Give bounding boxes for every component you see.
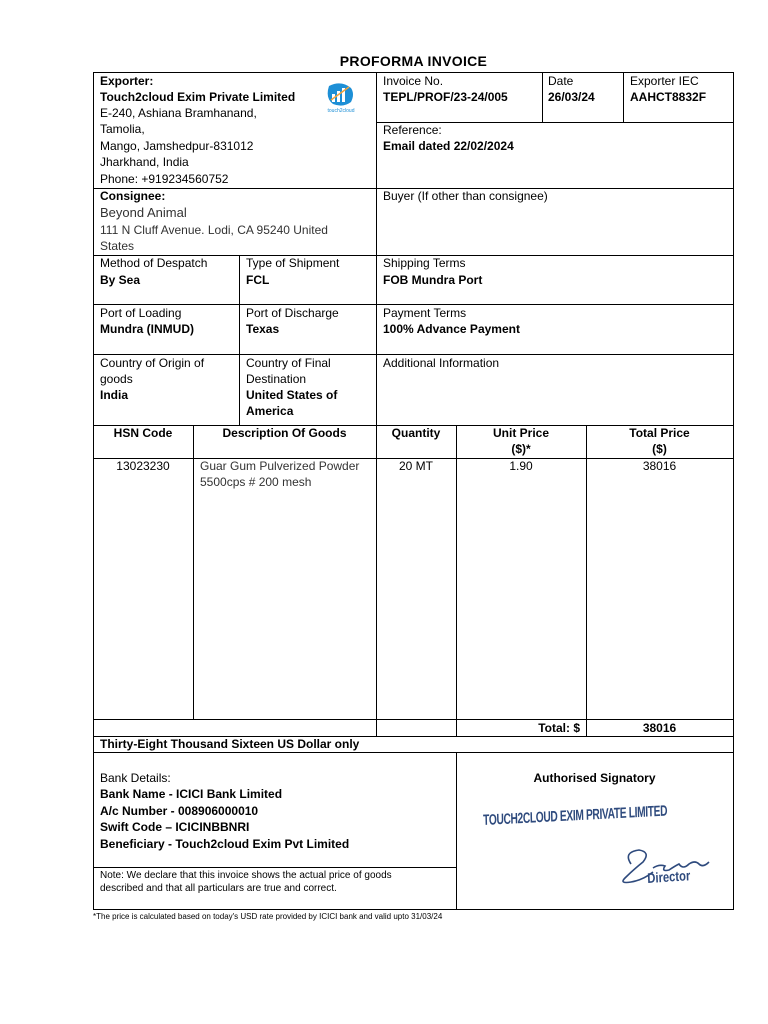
invoice-no-value: TEPL/PROF/23-24/005 [383,90,508,104]
invoice-no-label: Invoice No. [383,74,444,88]
table-header-description: Description Of Goods [222,426,347,440]
consignee-address-line: States [100,239,135,253]
table-header-total-price: ($) [652,442,667,456]
footnote: *The price is calculated based on today's USD rate provided by ICICI bank and valid upto 31/03/24 [93,912,443,921]
exporter-phone: Phone: +919234560752 [100,172,229,186]
date-value: 26/03/24 [548,90,595,104]
divider-date-left [542,72,543,122]
bank-swift: Swift Code – ICICINBBNRI [100,820,250,834]
method-of-despatch-value: By Sea [100,273,141,287]
bank-account: A/c Number - 008906000010 [100,804,259,818]
consignee-label: Consignee: [100,189,166,203]
country-of-destination-label: Country of Final [246,356,331,370]
type-of-shipment-label: Type of Shipment [246,256,340,270]
port-of-loading-value: Mundra (INMUD) [100,322,194,336]
table-cell-hsn: 13023230 [116,459,170,473]
border-bottom [93,909,734,910]
bank-beneficiary: Beneficiary - Touch2cloud Exim Pvt Limited [100,837,350,851]
total-value: 38016 [642,721,677,735]
table-header-total-price: Total Price [629,426,690,440]
company-logo [319,82,363,120]
country-of-destination-value: United States of [246,388,338,402]
exporter-address-line: Jharkhand, India [100,155,189,169]
table-header-quantity: Quantity [391,426,441,440]
table-cell-total-price: 38016 [642,459,677,473]
country-of-destination-value: America [246,404,294,418]
document-title: PROFORMA INVOICE [339,53,488,69]
port-of-loading-label: Port of Loading [100,306,182,320]
consignee-address-line: 111 N Cluff Avenue. Lodi, CA 95240 United [100,223,328,237]
country-of-origin-label: Country of Origin of [100,356,205,370]
divider-despatch-vertical [239,255,240,425]
table-cell-description: Guar Gum Pulverized Powder [200,459,360,473]
table-header-unit-price: ($)* [511,442,531,456]
declaration-note: Note: We declare that this invoice shows the actual price of goods [100,870,392,881]
divider-main-vertical [376,72,377,425]
invoice-frame [93,72,734,910]
reference-label: Reference: [383,123,442,137]
logo-text: touch2cloud [327,108,355,114]
declaration-note: described and that all particulars are true and correct. [100,883,337,894]
total-label: Total: $ [538,721,580,735]
exporter-address-line: Mango, Jamshedpur-831012 [100,139,254,153]
date-label: Date [548,74,574,88]
additional-info-label: Additional Information [383,356,500,370]
company-stamp [483,802,723,902]
buyer-label: Buyer (If other than consignee) [383,189,548,203]
table-cell-quantity: 20 MT [398,459,433,473]
exporter-iec-label: Exporter IEC [630,74,699,88]
table-header-hsn: HSN Code [113,426,173,440]
method-of-despatch-label: Method of Despatch [100,256,208,270]
border-left [93,72,94,910]
stamp-company-text: TOUCH2CLOUD EXIM PRIVATE LIMITED [483,802,668,829]
divider-col-description [193,425,194,720]
divider-words-bottom [93,752,734,753]
exporter-label: Exporter: [100,74,154,88]
bank-details-label: Bank Details: [100,771,171,785]
type-of-shipment-value: FCL [246,273,270,287]
bank-name: Bank Name - ICICI Bank Limited [100,787,283,801]
exporter-name: Touch2cloud Exim Private Limited [100,90,296,104]
consignee-name: Beyond Animal [100,205,187,220]
country-of-destination-label: Destination [246,372,307,386]
divider-iec-left [623,72,624,122]
port-of-discharge-value: Texas [246,322,280,336]
shipping-terms-value: FOB Mundra Port [383,273,483,287]
reference-value: Email dated 22/02/2024 [383,139,514,153]
table-cell-description: 5500cps # 200 mesh [200,475,312,489]
amount-in-words: Thirty-Eight Thousand Sixteen US Dollar only [100,737,360,751]
stamp-designation-text: Director [647,867,691,886]
exporter-address-line: Tamolia, [100,122,145,136]
country-of-origin-value: India [100,388,129,402]
table-header-unit-price: Unit Price [492,426,549,440]
port-of-discharge-label: Port of Discharge [246,306,339,320]
payment-terms-label: Payment Terms [383,306,467,320]
logo-icon [319,82,363,120]
exporter-iec-value: AAHCT8832F [630,90,707,104]
divider-note-top [93,867,457,868]
shipping-terms-label: Shipping Terms [383,256,466,270]
exporter-address-line: E-240, Ashiana Bramhanand, [100,106,257,120]
table-cell-unit-price: 1.90 [509,459,533,473]
country-of-origin-label: goods [100,372,133,386]
authorised-signatory-label: Authorised Signatory [533,771,656,785]
payment-terms-value: 100% Advance Payment [383,322,520,336]
border-right [733,72,734,910]
